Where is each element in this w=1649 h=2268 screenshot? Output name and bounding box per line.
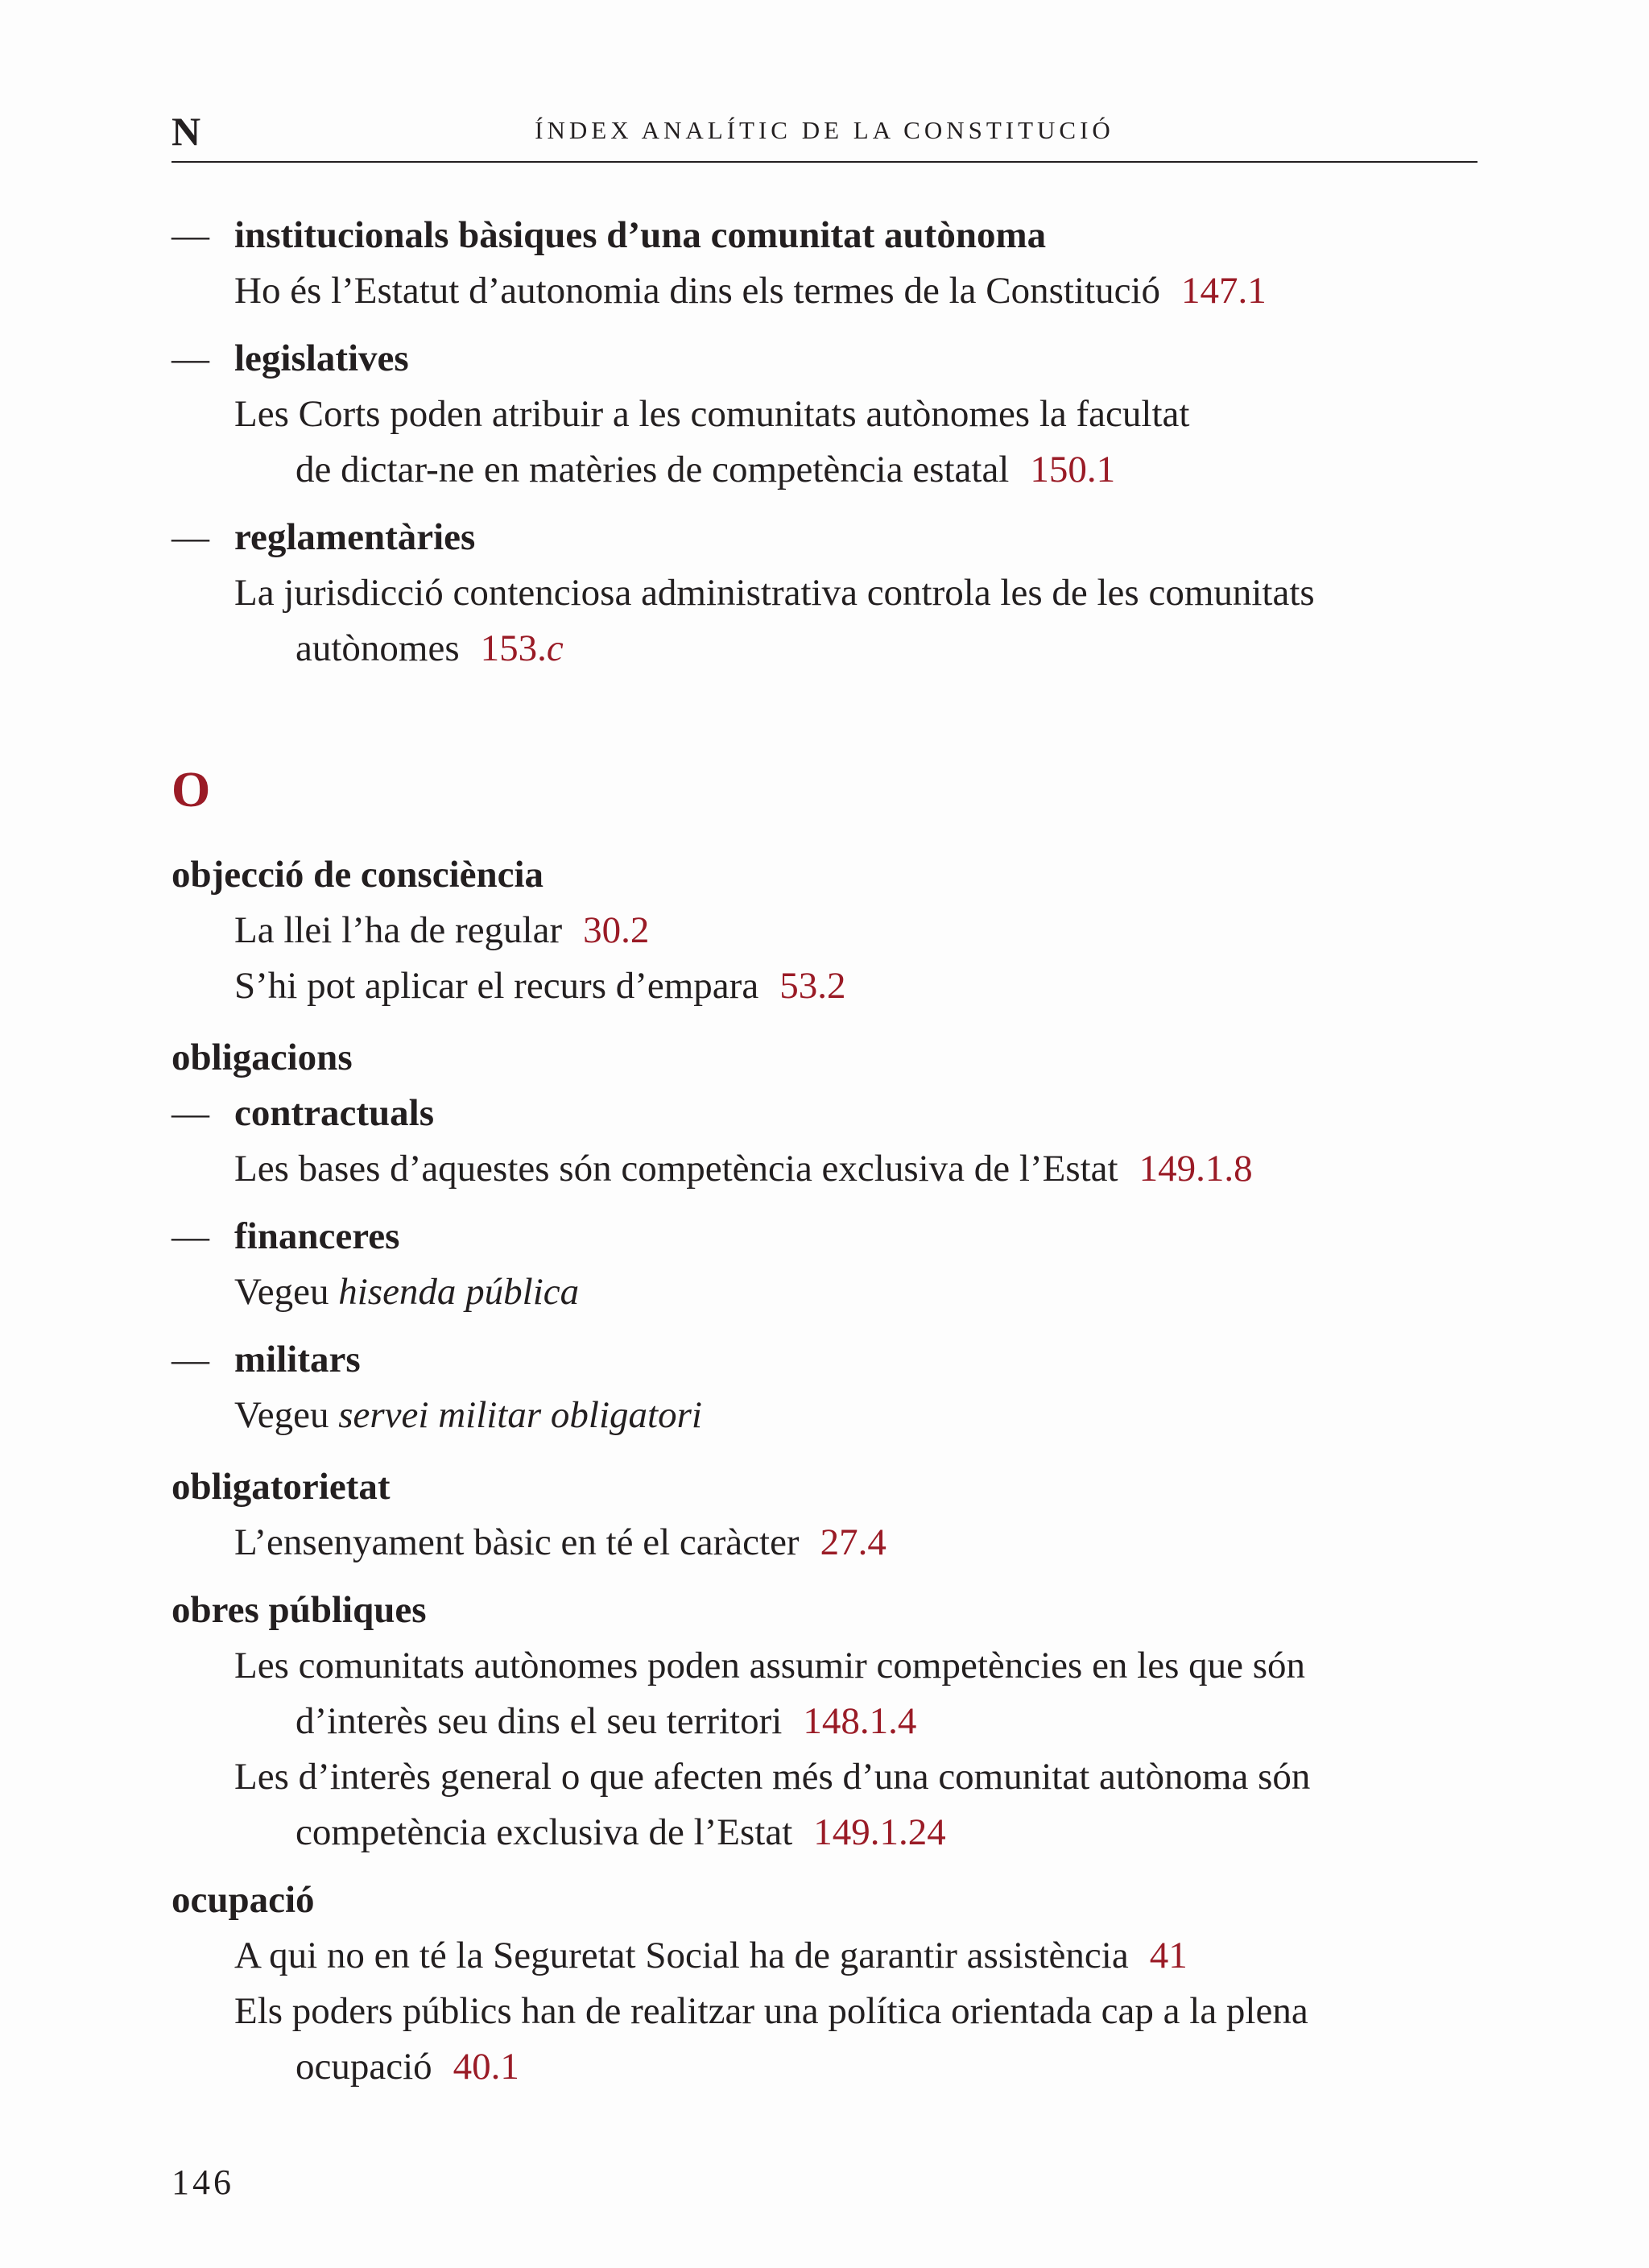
article-reference: 149.1.24 (813, 1811, 946, 1853)
entry-line: Els poders públics han de realitzar una política orientada cap a la plena (234, 1990, 1308, 2032)
index-content (172, 208, 1477, 2095)
entry-line: Ho és l’Estatut d’autonomia dins els termes de la Constitució 147.1 (234, 270, 1267, 312)
subentry-term: institucionals bàsiques d’una comunitat autònoma (234, 214, 1047, 256)
entry-heading: objecció de consciència (172, 854, 544, 896)
entry-line: Les Corts poden atribuir a les comunitats autònomes la facultat (234, 393, 1190, 435)
header-section-letter: N (172, 109, 201, 154)
entry-line-continuation: d’interès seu dins el seu territori 148.1.4 (295, 1700, 917, 1742)
cross-reference-target: hisenda pública (338, 1271, 580, 1313)
entry-line: Les d’interès general o que afecten més d’una comunitat autònoma són (234, 1756, 1311, 1798)
article-reference: 53.2 (779, 965, 846, 1007)
subentry-heading: — contractuals (172, 1092, 435, 1134)
subentry-heading: — militars (172, 1339, 361, 1380)
header-title: ÍNDEX ANALÍTIC DE LA CONSTITUCIÓ (535, 116, 1114, 144)
subentry-heading: — reglamentàries (172, 516, 476, 558)
article-reference: 149.1.8 (1139, 1148, 1253, 1190)
running-header (172, 105, 1477, 163)
cross-reference: Vegeu hisenda pública (234, 1271, 580, 1313)
entry-line: La jurisdicció contenciosa administrativa controla les de les comunitats (234, 572, 1315, 614)
entry-line: A qui no en té la Seguretat Social ha de garantir assistència 41 (234, 1935, 1188, 1976)
subentry-term: contractuals (234, 1092, 435, 1134)
entry-line: La llei l’ha de regular 30.2 (234, 909, 650, 951)
subentry-term: legislatives (234, 337, 409, 379)
section-letter-o: O (172, 763, 211, 817)
article-reference: 150.1 (1030, 449, 1116, 490)
page-number: 146 (172, 2162, 234, 2202)
article-reference: 148.1.4 (803, 1700, 917, 1742)
cross-reference-target: servei militar obligatori (338, 1394, 702, 1436)
subentry-heading: — institucionals bàsiques d’una comunitat autònoma (172, 214, 1047, 256)
article-reference: 27.4 (820, 1521, 886, 1563)
entry-heading: ocupació (172, 1879, 315, 1921)
subentry-term: financeres (234, 1215, 400, 1257)
article-reference: 41 (1149, 1935, 1188, 1976)
article-reference: 40.1 (453, 2046, 519, 2088)
article-reference: 30.2 (583, 909, 650, 951)
entry-heading: obres públiques (172, 1589, 427, 1631)
subentry-term: reglamentàries (234, 516, 476, 558)
article-reference: 147.1 (1181, 270, 1267, 312)
entry-line: L’ensenyament bàsic en té el caràcter 27.4 (234, 1521, 886, 1563)
entry-line-continuation: autònomes 153.c (295, 627, 564, 669)
entry-line: Les bases d’aquestes són competència exclusiva de l’Estat 149.1.8 (234, 1148, 1253, 1190)
cross-reference: Vegeu servei militar obligatori (234, 1394, 702, 1436)
entry-line-continuation: de dictar-ne en matèries de competència estatal 150.1 (295, 449, 1116, 490)
subentry-heading: — legislatives (172, 337, 409, 379)
entry-line-continuation: ocupació 40.1 (295, 2046, 519, 2088)
subentry-term: militars (234, 1339, 361, 1380)
entry-line-continuation: competència exclusiva de l’Estat 149.1.24 (295, 1811, 946, 1853)
entry-line: S’hi pot aplicar el recurs d’empara 53.2 (234, 965, 846, 1007)
entry-heading: obligatorietat (172, 1466, 391, 1508)
entry-heading: obligacions (172, 1037, 353, 1078)
subentry-heading: — financeres (172, 1215, 400, 1257)
article-reference: 153.c (480, 627, 564, 669)
entry-line: Les comunitats autònomes poden assumir competències en les que són (234, 1645, 1306, 1687)
